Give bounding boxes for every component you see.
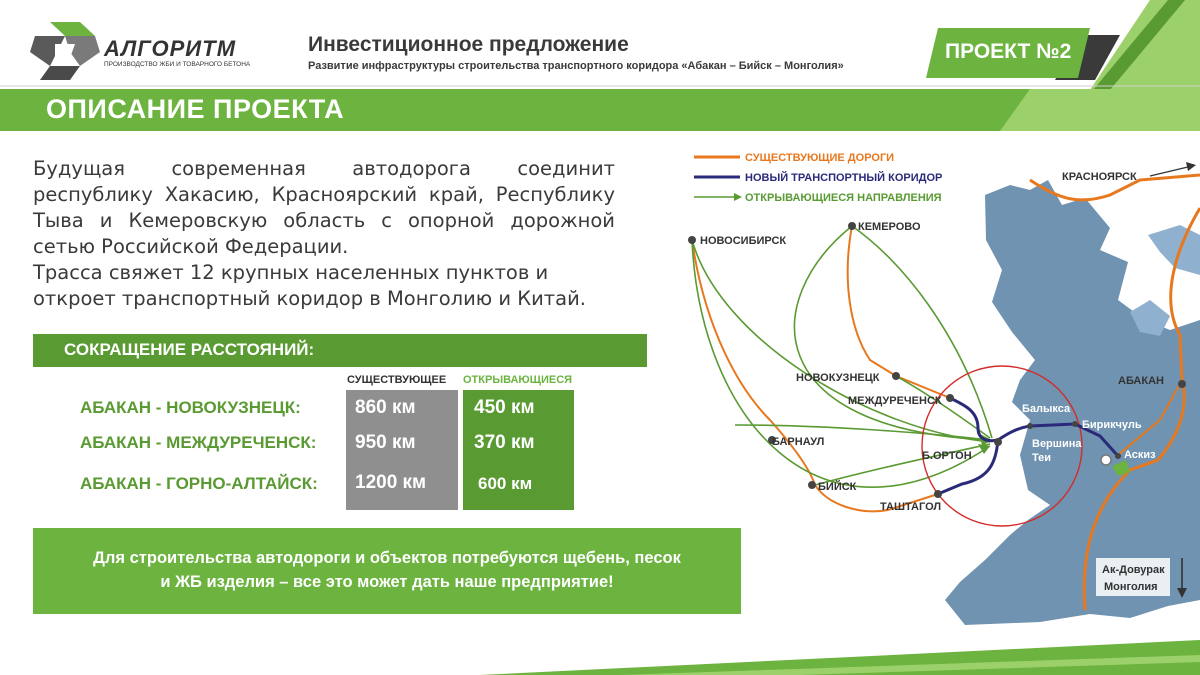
description-paragraph-2: Трасса свяжет 12 крупных населенных пунктов и откроет транспортный коридор в Монголию и Китай. <box>33 261 586 310</box>
city-label-mezhdurechensk: МЕЖДУРЕЧЕНСК <box>848 395 942 407</box>
city-label-mongolia: Монголия <box>1104 581 1158 593</box>
opening-distance-mezhdurechensk: 370 км <box>474 432 535 453</box>
project-description <box>33 156 615 312</box>
note-text-line-2: и ЖБ изделия – все это может дать наше предприятие! <box>160 573 614 591</box>
legend-direction-arrow-icon <box>734 193 742 201</box>
city-label-tei: Теи <box>1032 452 1052 464</box>
city-label-krasnoyarsk: КРАСНОЯРСК <box>1062 171 1137 183</box>
legend-direction-label: ОТКРЫВАЮЩИЕСЯ НАПРАВЛЕНИЯ <box>745 192 942 204</box>
city-label-vershina: Вершина <box>1032 438 1082 450</box>
route-label-mezhdurechensk: АБАКАН - МЕЖДУРЕЧЕНСК: <box>80 433 317 452</box>
route-label-novokuznetsk: АБАКАН - НОВОКУЗНЕЦК: <box>80 398 301 417</box>
project-badge: ПРОЕКТ №2 <box>945 40 1072 63</box>
city-label-ak-dovurak: Ак-Довурак <box>1102 564 1165 576</box>
city-label-abakan: АБАКАН <box>1118 375 1164 387</box>
city-label-b-orton: Б.ОРТОН <box>922 450 972 462</box>
city-label-biysk: БИЙСК <box>818 481 857 493</box>
section-title: ОПИСАНИЕ ПРОЕКТА <box>46 94 345 124</box>
city-label-askiz: Аскиз <box>1124 449 1156 461</box>
route-map <box>660 131 1200 631</box>
existing-distance-novokuznetsk: 860 км <box>355 397 416 418</box>
existing-distance-gorno-altaysk: 1200 км <box>355 472 427 493</box>
route-label-gorno-altaysk: АБАКАН - ГОРНО-АЛТАЙСК: <box>80 474 318 493</box>
note-text <box>40 546 734 594</box>
direction-novosibirsk-1 <box>692 240 990 442</box>
legend-corridor-label: НОВЫЙ ТРАНСПОРТНЫЙ КОРИДОР <box>745 172 943 184</box>
krasnoyarsk-arrow-line <box>1150 166 1192 176</box>
direction-kemerovo-2 <box>795 226 990 440</box>
header-title: Инвестиционное предложение <box>308 33 629 56</box>
city-label-kemerovo: КЕМЕРОВО <box>858 221 921 233</box>
city-label-tashtagol: ТАШТАГОЛ <box>880 501 942 513</box>
city-label-novokuznetsk: НОВОКУЗНЕЦК <box>796 372 880 384</box>
algoritm-logo-icon <box>30 22 100 80</box>
description-paragraph-1: Будущая современная автодорога соединит республику Хакасию, Красноярский край, Республику Тыва и Кемеровскую область с опорной дорожной сетью Российской Федерации. <box>33 157 615 258</box>
direction-novokuznetsk <box>896 376 990 438</box>
city-label-novosibirsk: НОВОСИБИРСК <box>700 235 787 247</box>
city-label-birikchul: Бирикчуль <box>1082 419 1142 431</box>
reduction-title: СОКРАЩЕНИЕ РАССТОЯНИЙ: <box>64 340 315 359</box>
city-label-balyksa: Балыкса <box>1022 403 1071 415</box>
header-subtitle: Развитие инфраструктуры строительства транспортного коридора «Абакан – Бийск – Монголия» <box>308 60 844 72</box>
logo-name: АЛГОРИТМ <box>104 36 237 61</box>
quarry-marker-icon <box>1101 455 1111 465</box>
opening-distance-gorno-altaysk: 600 км <box>478 474 533 493</box>
logo-tagline: ПРОИЗВОДСТВО ЖБИ И ТОВАРНОГО БЕТОНА <box>104 61 251 68</box>
column-existing-header: СУЩЕСТВУЮЩЕЕ <box>347 374 447 386</box>
existing-distance-mezhdurechensk: 950 км <box>355 432 416 453</box>
note-text-line-1: Для строительства автодороги и объектов потребуются щебень, песок <box>93 549 681 567</box>
new-directions-group <box>692 226 992 487</box>
legend-existing-label: СУЩЕСТВУЮЩИЕ ДОРОГИ <box>745 152 895 164</box>
column-opening-header: ОТКРЫВАЮЩИЕСЯ <box>463 374 573 386</box>
city-label-barnaul: БАРНАУЛ <box>772 436 825 448</box>
opening-distance-novokuznetsk: 450 км <box>474 397 535 418</box>
krasnoyarsk-arrow-icon <box>1186 162 1196 171</box>
